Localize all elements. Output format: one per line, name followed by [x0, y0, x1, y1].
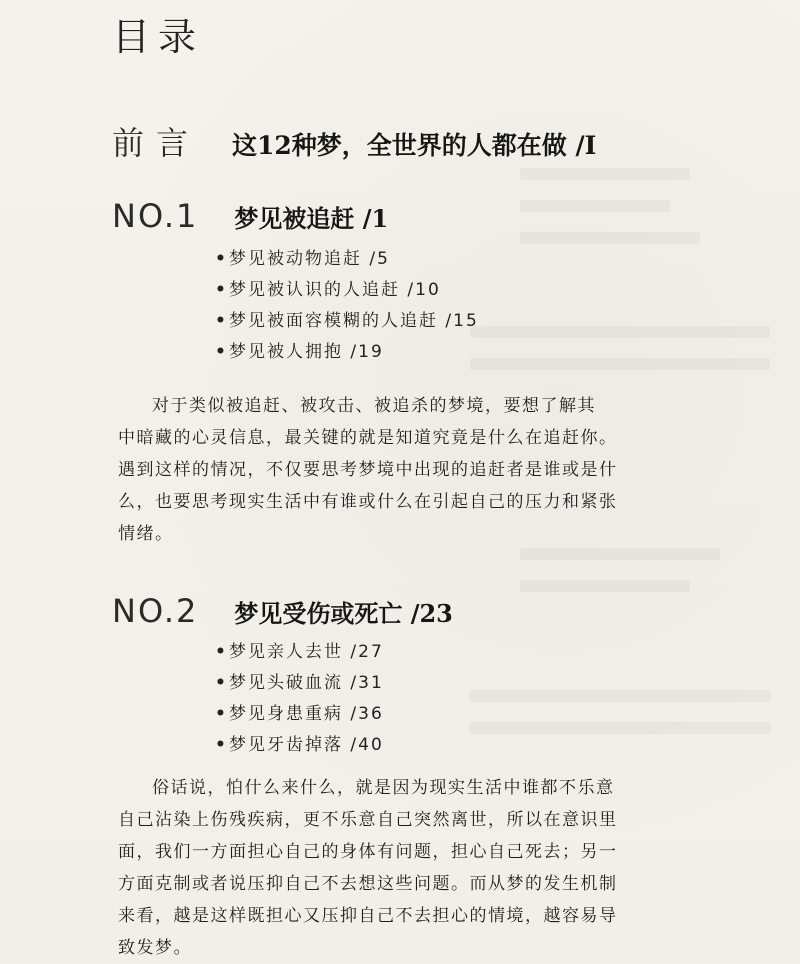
- preface-title[interactable]: 这12种梦，全世界的人都在做 /I: [232, 131, 597, 160]
- paragraph-line: 么，也要思考现实生活中有谁或什么在引起自己的压力和紧张: [118, 492, 618, 512]
- chapter-1-heading: [112, 197, 388, 235]
- bleed-through: [470, 722, 770, 734]
- paragraph-line: 对于类似被追赶、被攻击、被追杀的梦境，要想了解其: [152, 396, 596, 416]
- chapter-2-list: [215, 637, 384, 761]
- paragraph-line: 面，我们一方面担心自己的身体有问题，担心自己死去；另一: [118, 842, 618, 862]
- list-item[interactable]: •梦见亲人去世 /27: [215, 637, 384, 668]
- chapter-1-title[interactable]: 梦见被追赶 /1: [234, 204, 389, 233]
- bleed-through: [520, 168, 690, 180]
- bullet-icon: •: [215, 311, 228, 331]
- chapter-2-title[interactable]: 梦见受伤或死亡 /23: [234, 599, 453, 628]
- bullet-icon: •: [215, 280, 228, 300]
- bullet-icon: •: [215, 249, 228, 269]
- paragraph-line: 遇到这样的情况，不仅要思考梦境中出现的追赶者是谁或是什: [118, 460, 618, 480]
- bleed-through: [520, 232, 700, 244]
- bullet-icon: •: [215, 673, 228, 693]
- paragraph-line: 来看，越是这样既担心又压抑自己不去担心的情境，越容易导: [118, 906, 618, 926]
- bullet-icon: •: [215, 704, 228, 724]
- paragraph-line: 方面克制或者说压抑自己不去想这些问题。而从梦的发生机制: [118, 874, 618, 894]
- paragraph-line: 自己沾染上伤残疾病，更不乐意自己突然离世，所以在意识里: [118, 810, 618, 830]
- bleed-through: [470, 690, 770, 702]
- chapter-2-label: NO.2: [112, 592, 199, 630]
- bleed-through: [520, 580, 690, 592]
- list-item[interactable]: •梦见被动物追赶 /5: [215, 244, 479, 275]
- chapter-1-label: NO.1: [112, 197, 199, 235]
- list-item[interactable]: •梦见身患重病 /36: [215, 699, 384, 730]
- bullet-icon: •: [215, 642, 228, 662]
- paragraph-line: 情绪。: [118, 524, 174, 544]
- preface-heading: [112, 118, 596, 164]
- list-item[interactable]: •梦见被人拥抱 /19: [215, 337, 479, 368]
- list-item[interactable]: •梦见被认识的人追赶 /10: [215, 275, 479, 306]
- list-item[interactable]: •梦见被面容模糊的人追赶 /15: [215, 306, 479, 337]
- paragraph-line: 俗话说，怕什么来什么，就是因为现实生活中谁都不乐意: [152, 778, 615, 798]
- list-item[interactable]: •梦见牙齿掉落 /40: [215, 730, 384, 761]
- chapter-1-list: [215, 244, 479, 368]
- preface-label: 前言: [112, 124, 201, 162]
- paragraph-line: 致发梦。: [118, 938, 192, 958]
- bleed-through: [470, 358, 770, 370]
- bullet-icon: •: [215, 342, 228, 362]
- bleed-through: [520, 200, 670, 212]
- list-item[interactable]: •梦见头破血流 /31: [215, 668, 384, 699]
- bleed-through: [470, 326, 770, 338]
- page-title: 目录: [112, 15, 205, 59]
- bullet-icon: •: [215, 735, 228, 755]
- chapter-1-summary: [118, 390, 618, 550]
- chapter-2-summary: [118, 772, 618, 964]
- chapter-2-heading: [112, 592, 453, 630]
- paragraph-line: 中暗藏的心灵信息，最关键的就是知道究竟是什么在追赶你。: [118, 428, 618, 448]
